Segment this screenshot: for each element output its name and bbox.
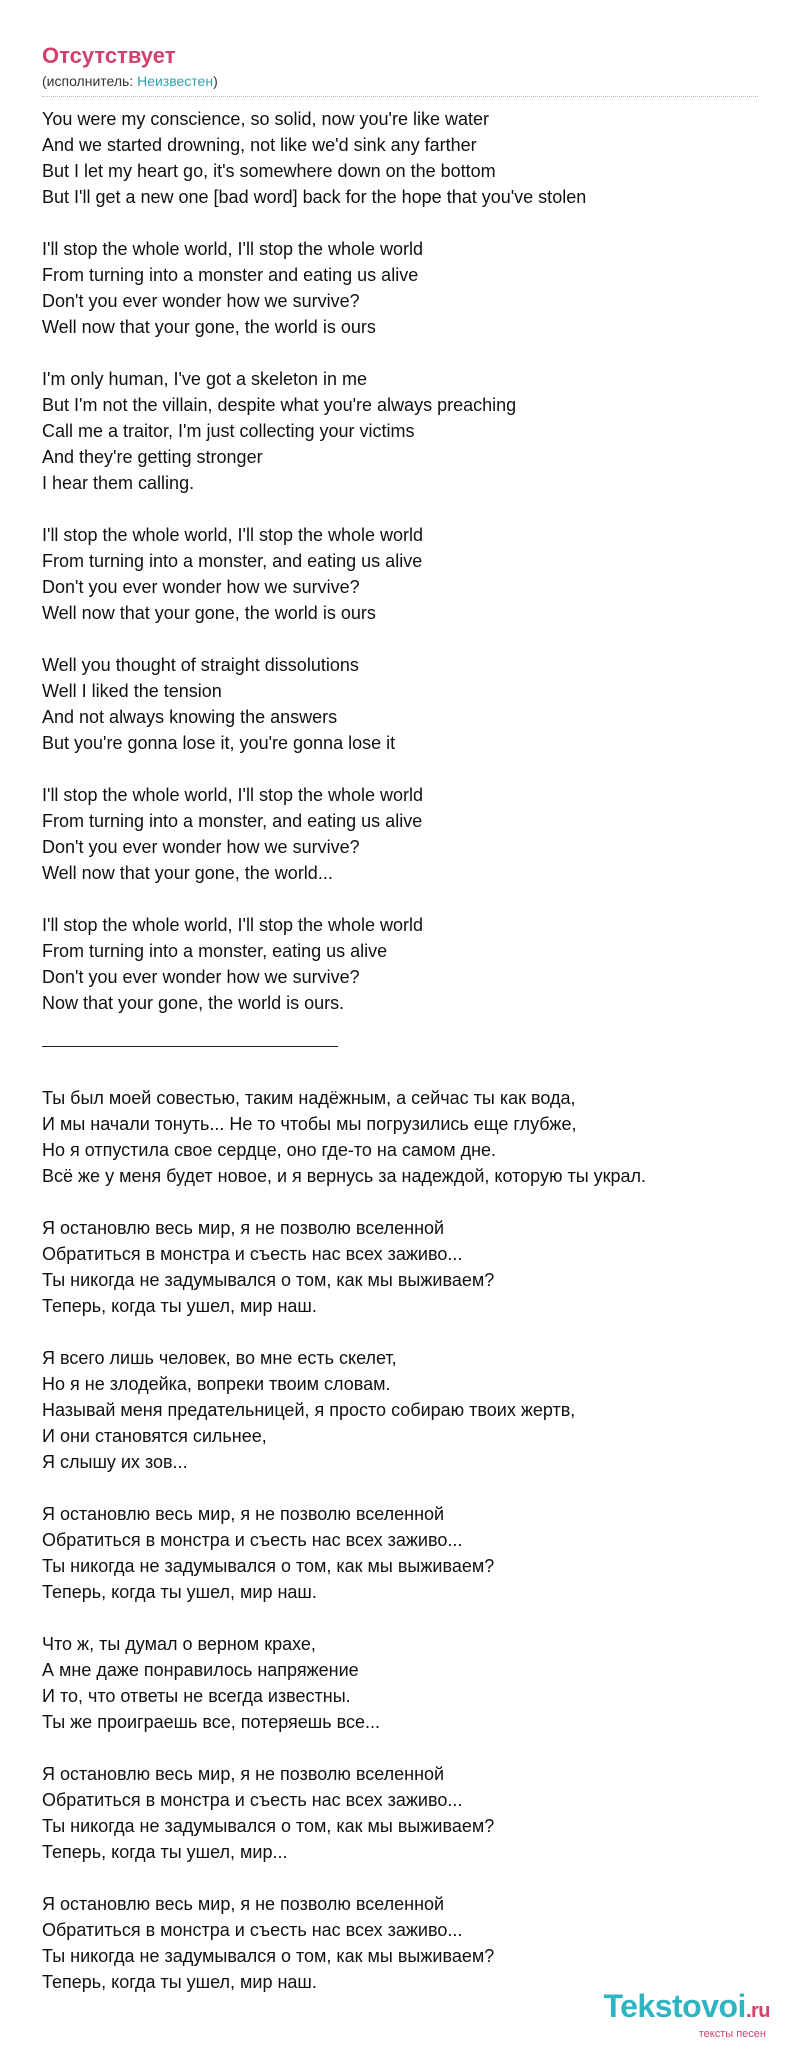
- stanza: [42, 1761, 762, 1865]
- artist-prefix: (исполнитель:: [42, 73, 138, 89]
- stanza: [42, 652, 762, 756]
- lyric-line: Называй меня предательницей, я просто собираю твоих жертв,: [42, 1400, 576, 1420]
- lyrics-translation: [42, 1085, 762, 1995]
- lyric-line: But I'm not the villain, despite what you're always preaching: [42, 395, 517, 415]
- artist-line: [42, 72, 758, 97]
- lyric-line: Обратиться в монстра и съесть нас всех заживо...: [42, 1244, 463, 1264]
- lyric-line: Well I liked the tension: [42, 681, 222, 701]
- lyric-line: Теперь, когда ты ушел, мир наш.: [42, 1582, 317, 1602]
- lyric-line: А мне даже понравилось напряжение: [42, 1660, 359, 1680]
- lyric-line: Ты никогда не задумывался о том, как мы выживаем?: [42, 1816, 495, 1836]
- song-title: Отсутствует: [42, 43, 176, 68]
- lyric-line: I'll stop the whole world, I'll stop the whole world: [42, 239, 424, 259]
- lyric-line: Теперь, когда ты ушел, мир наш.: [42, 1972, 317, 1992]
- lyric-line: Ты никогда не задумывался о том, как мы выживаем?: [42, 1556, 495, 1576]
- lyric-line: But I'll get a new one [bad word] back for the hope that you've stolen: [42, 187, 587, 207]
- stanza: [42, 1215, 762, 1319]
- lyric-line: И то, что ответы не всегда известны.: [42, 1686, 351, 1706]
- lyric-line: Я остановлю весь мир, я не позволю вселенной: [42, 1894, 445, 1914]
- lyric-line: Don't you ever wonder how we survive?: [42, 837, 360, 857]
- lyric-line: Call me a traitor, I'm just collecting your victims: [42, 421, 415, 441]
- stanza: [42, 1085, 762, 1189]
- lyric-line: И мы начали тонуть... Не то чтобы мы погрузились еще глубже,: [42, 1114, 577, 1134]
- stanza: [42, 782, 762, 886]
- lyric-line: But you're gonna lose it, you're gonna lose it: [42, 733, 396, 753]
- lyric-line: Well you thought of straight dissolutions: [42, 655, 359, 675]
- lyric-line: Я остановлю весь мир, я не позволю вселенной: [42, 1504, 445, 1524]
- logo-wordmark: [603, 1989, 770, 2028]
- stanza: [42, 366, 762, 496]
- lyric-line: Ты же проиграешь все, потеряешь все...: [42, 1712, 380, 1732]
- lyric-line: Но я не злодейка, вопреки твоим словам.: [42, 1374, 391, 1394]
- lyric-line: Well now that your gone, the world is ours: [42, 603, 376, 623]
- lyric-line: Теперь, когда ты ушел, мир...: [42, 1842, 288, 1862]
- lyric-line: Don't you ever wonder how we survive?: [42, 967, 360, 987]
- lyric-line: Я остановлю весь мир, я не позволю вселенной: [42, 1764, 445, 1784]
- lyric-line: Обратиться в монстра и съесть нас всех заживо...: [42, 1530, 463, 1550]
- lyric-line: Я слышу их зов...: [42, 1452, 188, 1472]
- lyric-line: Don't you ever wonder how we survive?: [42, 291, 360, 311]
- stanza: [42, 106, 762, 210]
- lyric-line: Well now that your gone, the world...: [42, 863, 333, 883]
- lyrics-original: [42, 106, 762, 1016]
- stanza: [42, 912, 762, 1016]
- lyric-line: From turning into a monster, and eating us alive: [42, 551, 423, 571]
- lyric-line: From turning into a monster, and eating us alive: [42, 811, 423, 831]
- stanza: [42, 236, 762, 340]
- lyric-line: From turning into a monster, eating us alive: [42, 941, 388, 961]
- lyric-line: Я всего лишь человек, во мне есть скелет,: [42, 1348, 397, 1368]
- lyric-line: Ты никогда не задумывался о том, как мы выживаем?: [42, 1946, 495, 1966]
- site-logo[interactable]: [603, 1989, 770, 2040]
- lyric-line: Well now that your gone, the world is ours: [42, 317, 376, 337]
- artist-link[interactable]: Неизвестен: [137, 73, 214, 89]
- lyric-line: Всё же у меня будет новое, и я вернусь за надеждой, которую ты украл.: [42, 1166, 647, 1186]
- lyric-line: I'll stop the whole world, I'll stop the whole world: [42, 525, 424, 545]
- lyric-line: Don't you ever wonder how we survive?: [42, 577, 360, 597]
- lyric-line: И они становятся сильнее,: [42, 1426, 267, 1446]
- lyric-line: And not always knowing the answers: [42, 707, 338, 727]
- artist-suffix: ): [213, 73, 218, 89]
- stanza: [42, 522, 762, 626]
- lyric-line: Обратиться в монстра и съесть нас всех заживо...: [42, 1920, 463, 1940]
- logo-tld: .ru: [745, 2000, 770, 2022]
- lyric-line: I'll stop the whole world, I'll stop the whole world: [42, 915, 424, 935]
- stanza: [42, 1891, 762, 1995]
- lyric-line: Ты никогда не задумывался о том, как мы выживаем?: [42, 1270, 495, 1290]
- lyric-line: I hear them calling.: [42, 473, 195, 493]
- lyric-line: Что ж, ты думал о верном крахе,: [42, 1634, 316, 1654]
- lyric-line: I'll stop the whole world, I'll stop the whole world: [42, 785, 424, 805]
- lyric-line: But I let my heart go, it's somewhere down on the bottom: [42, 161, 496, 181]
- lyric-line: You were my conscience, so solid, now you're like water: [42, 109, 489, 129]
- lyric-line: I'm only human, I've got a skeleton in me: [42, 369, 368, 389]
- lyrics-body: [42, 106, 762, 2021]
- lyric-line: Теперь, когда ты ушел, мир наш.: [42, 1296, 317, 1316]
- lyric-line: And they're getting stronger: [42, 447, 263, 467]
- lyric-line: From turning into a monster and eating us alive: [42, 265, 419, 285]
- lyric-line: Я остановлю весь мир, я не позволю вселенной: [42, 1218, 445, 1238]
- lyric-line: Ты был моей совестью, таким надёжным, а сейчас ты как вода,: [42, 1088, 576, 1108]
- lyric-line: And we started drowning, not like we'd sink any farther: [42, 135, 477, 155]
- logo-tagline: тексты песен: [698, 2028, 766, 2040]
- lyric-line: Но я отпустила свое сердце, оно где-то на самом дне.: [42, 1140, 497, 1160]
- lyric-line: Обратиться в монстра и съесть нас всех заживо...: [42, 1790, 463, 1810]
- song-header: [42, 42, 758, 97]
- lyric-line: Now that your gone, the world is ours.: [42, 993, 345, 1013]
- stanza: [42, 1631, 762, 1735]
- logo-name: Tekstovoi: [603, 1988, 746, 2024]
- translation-separator: [42, 1046, 338, 1047]
- stanza: [42, 1501, 762, 1605]
- stanza: [42, 1345, 762, 1475]
